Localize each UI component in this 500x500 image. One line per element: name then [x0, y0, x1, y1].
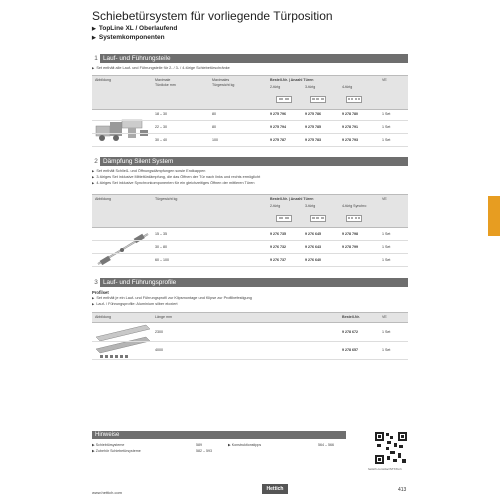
hinweis-page: 582 – 593: [196, 449, 212, 453]
arrow-right-icon: ▶: [92, 181, 95, 185]
arrow-right-icon: ▶: [92, 66, 95, 70]
section-2-bullet: ▶ Set enthält Schließ- und Öffnungsdämpfungen sowie Endkappen: [92, 169, 206, 173]
section-3-bullet: ▶ Lauf- / Führungsprofile: Aluminium silber eloxiert: [92, 302, 178, 306]
arrow-right-icon: ▶: [92, 26, 96, 32]
qr-caption: hettich.com/doc/STXXL/1: [368, 467, 402, 471]
hinweis-item[interactable]: ▶ Zubehör Schiebetürsysteme: [92, 449, 141, 453]
hinweis-page: 564 – 566: [318, 443, 334, 447]
footer-url[interactable]: www.hettich.com: [92, 490, 123, 495]
hinweis-item[interactable]: ▶ Konstruktionstipps: [228, 443, 262, 447]
section-3-bullet: ▶ Set enthält je ein Lauf- und Führungsprofil zur Klipsmontage und Klipse zur Profilbefestigung: [92, 296, 252, 300]
door-2-icon: [276, 96, 292, 103]
table-row: 22 – 30 80 9 275 794 9 275 785 9 278 791 1 Set: [92, 121, 408, 134]
section-3-subtitle: Profilset: [92, 290, 109, 295]
table-row: 60 – 100 9 276 737 9 276 640 1 Set: [92, 254, 408, 267]
door-2-icon: [276, 215, 292, 222]
section-1-table-header: Abbildung Maximale Türdicke mm Maximales Türgewicht kg Bestell-Nr. | Anzahl Türen 2-türig 3-türig 4-türig VE: [92, 75, 408, 110]
section-2-bullet: ▶ 4-türiges Set inklusive Synchronkomponenten für ein gleichzeitiges Öffnen der mittleren Türen: [92, 181, 255, 185]
table-row: 30 – 40 100 9 275 787 9 275 783 9 278 793 1 Set: [92, 134, 408, 147]
section-3-header: 3 Lauf- und Führungsprofile: [92, 278, 408, 287]
section-2-header: 2 Dämpfung Silent System: [92, 157, 408, 166]
table-row: 18 – 30 80 9 275 796 9 275 786 9 278 780 1 Set: [92, 108, 408, 121]
arrow-right-icon: ▶: [92, 296, 95, 300]
section-1-bullet: ▶ Set enthält alle Lauf- und Führungsteile für 2- / 3- / 4-türige Schiebetürschränke: [92, 66, 230, 70]
arrow-right-icon: ▶: [228, 443, 232, 447]
section-2-table-header: Abbildung Türgewicht kg Bestell-Nr. | Anzahl Türen 2-türig 3-türig 4-türig Synchro VE: [92, 194, 408, 228]
door-3-icon: [310, 215, 326, 222]
hinweise-header: Hinweise: [92, 431, 346, 439]
table-row: 30 – 80 9 276 732 9 276 643 9 278 799 1 Set: [92, 241, 408, 254]
arrow-right-icon: ▶: [92, 302, 95, 306]
arrow-right-icon: ▶: [92, 443, 96, 447]
door-4-icon: [346, 215, 362, 222]
subtitle-2: ▶ Systemkomponenten: [92, 34, 165, 41]
hettich-logo: Hettich: [262, 484, 288, 494]
arrow-right-icon: ▶: [92, 175, 95, 179]
section-3-table-header: Abbildung Länge mm Bestell-Nr. VE: [92, 312, 408, 323]
chapter-tab: [488, 196, 500, 236]
arrow-right-icon: ▶: [92, 35, 96, 41]
table-row: 4000 9 278 657 1 Set: [92, 342, 408, 360]
door-4-icon: [346, 96, 362, 103]
page-number: 413: [398, 487, 407, 493]
subtitle-1: ▶ TopLine XL / Oberlaufend: [92, 25, 178, 32]
page-title: Schiebetürsystem für vorliegende Türposition: [92, 9, 333, 23]
table-row: 15 – 35 9 276 735 9 276 645 9 278 798 1 Set: [92, 228, 408, 241]
table-row: 2300 9 278 672 1 Set: [92, 324, 408, 342]
section-2-bullet: ▶ 3-türiges Set inklusive Mitteltürdämpfung, die das Öffnen der Tür nach links und rechts ermöglicht: [92, 175, 261, 179]
hinweis-page: 589: [196, 443, 202, 447]
qr-code-icon[interactable]: [374, 431, 408, 465]
door-3-icon: [310, 96, 326, 103]
arrow-right-icon: ▶: [92, 449, 96, 453]
hinweis-item[interactable]: ▶ Schiebtürsysteme: [92, 443, 125, 447]
arrow-right-icon: ▶: [92, 169, 95, 173]
section-1-header: 1 Lauf- und Führungsteile: [92, 54, 408, 63]
